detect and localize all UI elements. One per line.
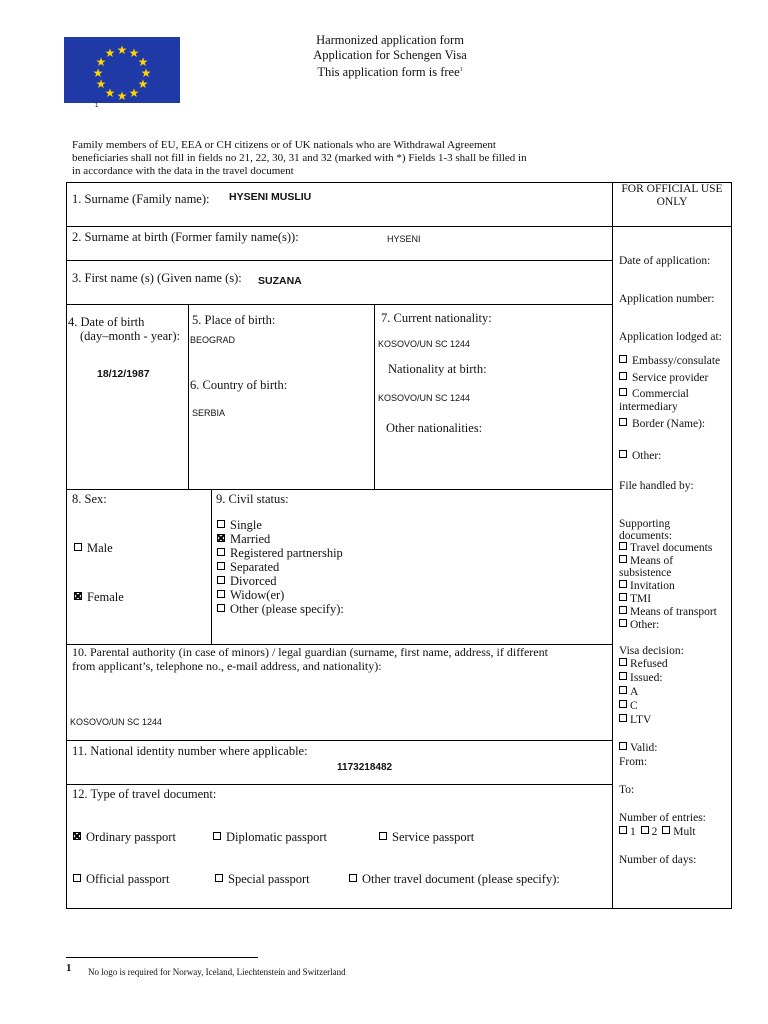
checkbox-icon[interactable] (213, 832, 221, 840)
checkbox-icon[interactable] (217, 562, 225, 570)
support-tmi[interactable]: TMI (619, 593, 651, 606)
star-icon: ★ (104, 46, 116, 60)
flag-footnote-mark: 1 (95, 103, 99, 109)
checkbox-icon[interactable] (73, 874, 81, 882)
first-name-value[interactable]: SUZANA (258, 275, 302, 287)
other-nationalities-label: Other nationalities: (386, 421, 483, 435)
checkbox-icon[interactable] (619, 714, 627, 722)
visa-issued[interactable]: Issued: (619, 672, 663, 685)
support-means-transport[interactable]: Means of transport (619, 606, 717, 619)
checkbox-icon[interactable] (217, 604, 225, 612)
checkbox-icon[interactable] (619, 450, 627, 458)
header-line-2: Application for Schengen Visa (313, 48, 467, 62)
eu-flag-logo (64, 37, 180, 103)
checkbox-checked-icon[interactable] (74, 592, 82, 600)
checkbox-icon[interactable] (619, 555, 627, 563)
star-icon: ★ (92, 66, 104, 80)
lodged-service-provider[interactable]: Service provider (619, 372, 708, 385)
civil-option-other[interactable]: Other (please specify): (217, 602, 344, 616)
valid-from-label: From: (619, 756, 648, 768)
surname-at-birth-value[interactable]: HYSENI (387, 234, 421, 244)
civil-status-options (217, 518, 344, 616)
star-icon: ★ (104, 86, 116, 100)
checkbox-icon[interactable] (619, 742, 627, 750)
surname-at-birth-label: 2. Surname at birth (Former family name(s)): (72, 230, 299, 244)
dob-label-1: 4. Date of birth (68, 315, 145, 329)
date-of-application-label: Date of application: (619, 255, 711, 267)
checkbox-icon[interactable] (619, 606, 627, 614)
visa-type-ltv[interactable]: LTV (619, 714, 651, 727)
star-icon: ★ (116, 89, 128, 103)
travel-doc-ordinary[interactable]: Ordinary passport (73, 830, 176, 844)
means-subsistence-label: subsistence (619, 567, 672, 579)
checkbox-icon[interactable] (619, 686, 627, 694)
entries-options: 1 2 Mult (619, 826, 696, 839)
visa-decision-label: Visa decision: (619, 645, 684, 657)
number-of-entries-label: Number of entries: (619, 812, 706, 824)
star-icon: ★ (140, 66, 152, 80)
file-handled-label: File handled by: (619, 480, 694, 492)
surname-label: 1. Surname (Family name): (72, 192, 210, 206)
checkbox-icon[interactable] (349, 874, 357, 882)
checkbox-icon[interactable] (619, 388, 627, 396)
star-icon: ★ (95, 77, 107, 91)
travel-doc-label: 12. Type of travel document: (72, 787, 217, 801)
checkbox-icon[interactable] (619, 580, 627, 588)
current-nationality-label: 7. Current nationality: (381, 311, 492, 325)
star-icon: ★ (128, 46, 140, 60)
parental-authority-label-1: 10. Parental authority (in case of minors) / legal guardian (surname, first name, address, if different (72, 645, 548, 659)
nationality-at-birth-value[interactable]: KOSOVO/UN SC 1244 (378, 393, 471, 403)
civil-option-married[interactable]: Married (217, 532, 344, 546)
checkbox-icon[interactable] (217, 548, 225, 556)
header-line-1: Harmonized application form (316, 33, 464, 47)
lodged-embassy[interactable]: Embassy/consulate (619, 355, 720, 368)
application-lodged-label: Application lodged at: (619, 331, 722, 343)
support-invitation[interactable]: Invitation (619, 580, 675, 593)
support-other[interactable]: Other: (619, 619, 659, 632)
civil-option-single[interactable]: Single (217, 518, 344, 532)
header-line-3: This application form is free$^1$ (317, 65, 463, 80)
support-travel-documents[interactable]: Travel documents (619, 542, 712, 555)
star-icon: ★ (137, 77, 149, 91)
checkbox-icon[interactable] (619, 593, 627, 601)
star-icon: ★ (128, 86, 140, 100)
place-of-birth-value[interactable]: BEOGRAD (190, 335, 236, 345)
national-id-label: 11. National identity number where applicable: (72, 744, 308, 758)
checkbox-icon[interactable] (619, 355, 627, 363)
valid-to-label: To: (619, 784, 635, 796)
country-of-birth-value[interactable]: SERBIA (192, 408, 226, 418)
checkbox-icon[interactable] (215, 874, 223, 882)
national-id-value[interactable]: 1173218482 (337, 762, 393, 773)
checkbox-icon[interactable] (619, 658, 627, 666)
dob-label-2: (day–month - year): (80, 329, 180, 343)
visa-valid[interactable]: Valid: (619, 742, 657, 755)
parental-authority-value[interactable]: KOSOVO/UN SC 1244 (70, 717, 163, 727)
place-of-birth-label: 5. Place of birth: (192, 313, 276, 327)
civil-option-registered-partnership[interactable]: Registered partnership (217, 546, 344, 560)
checkbox-icon[interactable] (619, 826, 627, 834)
star-icon: ★ (137, 55, 149, 69)
form-header (240, 33, 540, 80)
sex-label: 8. Sex: (72, 492, 107, 506)
footnote-divider (66, 957, 258, 958)
supporting-label-1: Supporting (619, 518, 671, 530)
checkbox-icon[interactable] (217, 520, 225, 528)
checkbox-icon[interactable] (74, 543, 82, 551)
checkbox-icon[interactable] (619, 418, 627, 426)
civil-option-divorced[interactable]: Divorced (217, 574, 344, 588)
sex-option-female[interactable]: Female (74, 590, 124, 604)
visa-type-c[interactable]: C (619, 700, 638, 713)
checkbox-icon[interactable] (217, 576, 225, 584)
checkbox-icon[interactable] (619, 372, 627, 380)
checkbox-icon[interactable] (619, 672, 627, 680)
civil-status-label: 9. Civil status: (216, 492, 289, 506)
travel-doc-special[interactable]: Special passport (215, 872, 310, 886)
nationality-at-birth-label: Nationality at birth: (388, 362, 487, 376)
footnote-number: 1 (66, 962, 72, 974)
lodged-other[interactable]: Other: (619, 450, 661, 463)
intro-text: Family members of EU, EEA or CH citizens or of UK nationals who are Withdrawal Agreement beneficiaries shall not fill in fields no 21, 22, 30, 31 and 32 (marked with *) Fields 1-3 shall be filled in in accordance with the data in the travel document (72, 139, 527, 177)
travel-doc-diplomatic[interactable]: Diplomatic passport (213, 830, 327, 844)
visa-refused[interactable]: Refused (619, 658, 668, 671)
surname-value[interactable]: HYSENI MUSLIU (229, 191, 312, 203)
checkbox-icon[interactable] (619, 700, 627, 708)
dob-value[interactable]: 18/12/1987 (97, 368, 150, 380)
checkbox-icon[interactable] (217, 590, 225, 598)
country-of-birth-label: 6. Country of birth: (190, 378, 288, 392)
travel-doc-service[interactable]: Service passport (379, 830, 474, 844)
checkbox-icon[interactable] (641, 826, 649, 834)
checkbox-icon[interactable] (662, 826, 670, 834)
checkbox-checked-icon[interactable] (217, 534, 225, 542)
sex-option-male[interactable]: Male (74, 541, 113, 555)
star-icon: ★ (116, 43, 128, 57)
support-means-subsistence[interactable]: Means of (619, 555, 673, 568)
official-use-title: FOR OFFICIAL USE ONLY (621, 183, 723, 208)
commercial-intermediary-label: intermediary (619, 401, 678, 413)
number-of-days-label: Number of days: (619, 854, 697, 866)
civil-option-widow[interactable]: Widow(er) (217, 588, 344, 602)
checkbox-icon[interactable] (379, 832, 387, 840)
footnote-text: No logo is required for Norway, Iceland, Liechtenstein and Switzerland (88, 967, 346, 977)
visa-type-a[interactable]: A (619, 686, 638, 699)
travel-doc-official[interactable]: Official passport (73, 872, 169, 886)
first-name-label: 3. First name (s) (Given name (s): (72, 271, 242, 285)
lodged-border[interactable]: Border (Name): (619, 418, 705, 431)
checkbox-checked-icon[interactable] (73, 832, 81, 840)
checkbox-icon[interactable] (619, 619, 627, 627)
current-nationality-value[interactable]: KOSOVO/UN SC 1244 (378, 339, 471, 349)
star-icon: ★ (95, 55, 107, 69)
lodged-commercial[interactable]: Commercial (619, 388, 689, 401)
civil-option-separated[interactable]: Separated (217, 560, 344, 574)
parental-authority-label-2: from applicant’s, telephone no., e-mail address, and nationality): (72, 659, 382, 673)
checkbox-icon[interactable] (619, 542, 627, 550)
supporting-label-2: documents: (619, 530, 673, 542)
travel-doc-other[interactable]: Other travel document (please specify): (349, 872, 560, 886)
application-number-label: Application number: (619, 293, 715, 305)
